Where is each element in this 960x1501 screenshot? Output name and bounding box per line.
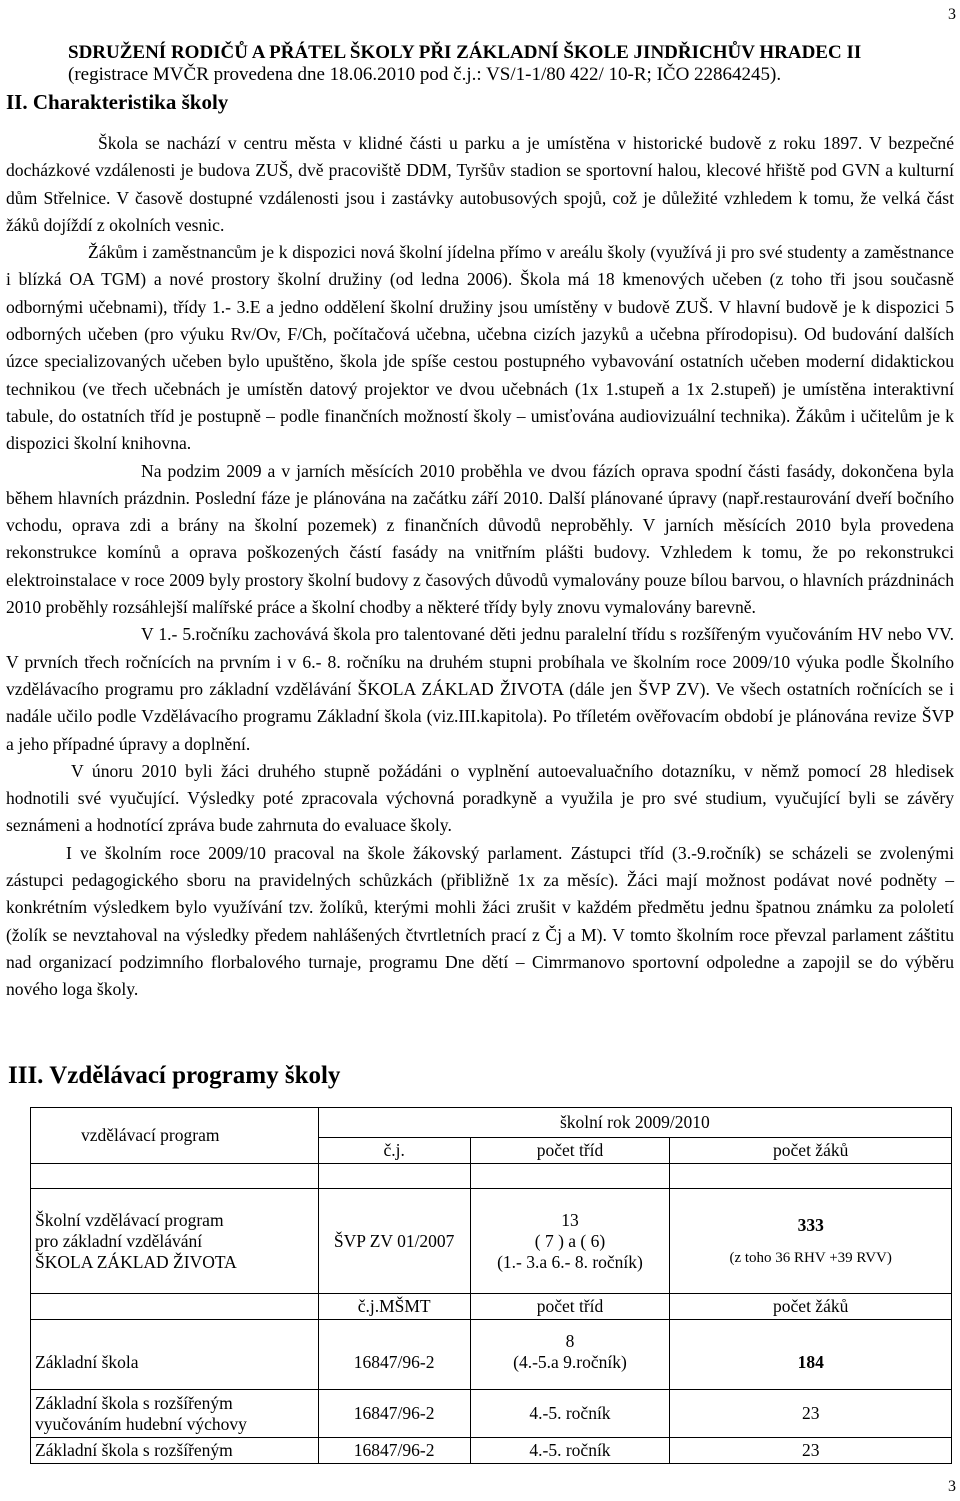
- programs-table: [30, 1107, 952, 1464]
- paragraph-evaluation: V únoru 2010 byli žáci druhého stupně požádáni o vyplnění autoevaluačního dotazníku, v němž pomocí 28 hledisek hodnotili své vyučující. Výsledky poté zpracovala výchovná poradkyně a využila je pro své studium, vyučující byli se závěry seznámeni a hodnotící zpráva bude zahrnuta do evaluace školy.: [6, 760, 954, 836]
- paragraph-parliament: I ve školním roce 2009/10 pracoval na škole žákovský parlament. Zástupci tříd (3.-9.ročník) se scházeli se zvolenými zástupci pedagogického sboru na pravidelných schůzkách (přibližně 1x za měsíc). Žáci mají možnost podávat nové podněty – konkrétním výsledkem bylo využívání tzv. žolíků, kterými mohli žáci zrušit v každém předmětu jednu špatnou známku za pololetí (žolík se nevztahoval na výsledky předem nahlášených čtvrtletních prací z Čj a M). V tomto školním roce převzal parlament záštitu nad organizací podzimního florbalového turnaje, programu Dne dětí – Cimrmanovo sportovní odpoledne a zapojil se do výběru nového loga školy.: [6, 842, 954, 1000]
- zs-classes-grades: (4.-5.a 9.ročník): [513, 1352, 627, 1372]
- svp-name-line1: Školní vzdělávací program: [35, 1209, 224, 1230]
- header-registration: (registrace MVČR provedena dne 18.06.2010 pod č.j.: VS/1-1/80 422/ 10-R; IČO 22864245).: [68, 64, 782, 85]
- section-2-title: II. Charakteristika školy: [6, 90, 229, 114]
- svp-classes: [470, 1189, 670, 1294]
- table-row: [31, 1390, 952, 1438]
- zs-hv-name-line2: vyučováním hudební výchovy: [35, 1413, 247, 1434]
- svp-classes-grades: (1.- 3.a 6.- 8. ročník): [497, 1251, 643, 1272]
- zs-hv-pupils: 23: [670, 1390, 952, 1438]
- svp-pupils: [670, 1189, 952, 1294]
- table-subheader-row-2: [31, 1294, 952, 1320]
- zs-hv-name: [31, 1390, 319, 1438]
- svp-pupils-note: (z toho 36 RHV +39 RVV): [729, 1250, 892, 1266]
- paragraph-programs: V 1.- 5.ročníku zachovává škola pro talentované děti jednu paralelní třídu s rozšířeným vyučováním HV nebo VV. V prvních třech ročnících na prvním i v 6.- 8. ročníku na druhém stupni probíhala ve školním roce 2009/10 výuka podle Školního vzdělávacího programu pro základní vzdělávání ŠKOLA ZÁKLAD ŽIVOTA (dále jen ŠVP ZV). Ve všech ostatních ročnících se i nadále učilo podle Vzdělávacího programu Základní škola (viz.III.kapitola). Po tříletém ověřovacím období je plánována revize ŠVP a jeho případné úpravy a doplnění.: [6, 624, 954, 754]
- page-number-bottom: 3: [948, 1478, 956, 1495]
- zs-hv-cj: 16847/96-2: [318, 1390, 470, 1438]
- col-cj-msmt-header: č.j.MŠMT: [318, 1294, 470, 1320]
- table-spacer-row: [31, 1164, 952, 1189]
- col-program-header: vzdělávací program: [31, 1108, 319, 1164]
- table-row: [31, 1320, 952, 1390]
- paragraph-location: Škola se nachází v centru města v klidné části u parku a je umístěna v historické budově z roku 1897. V bezpečné docházkové vzdálenosti je budova ZUŠ, dvě pracoviště DDM, Tyršův stadion se sportovní halou, klecové hřiště pod GVN a kulturní dům Střelnice. V časově dostupné vzdálenosti jsou i zastávky autobusových spojů, což je důležité vzhledem k tomu, že velká část žáků dojíždí z okolních vesnic.: [6, 133, 954, 235]
- svp-cj: ŠVP ZV 01/2007: [318, 1189, 470, 1294]
- zs-classes: [470, 1320, 670, 1390]
- zs-pupils: 184: [670, 1320, 952, 1390]
- svp-classes-split: ( 7 ) a ( 6): [534, 1230, 606, 1251]
- page-number-top: 3: [948, 6, 956, 23]
- zs-r-pupils: 23: [670, 1438, 952, 1464]
- paragraph-facilities: Žákům i zaměstnancům je k dispozici nová školní jídelna přímo v areálu školy (využívá ji pro své studenty a zaměstnance i blízká OA TGM) a nové prostory školní družiny (od ledna 2006). Škola má 18 kmenových učeben (z toho tři jsou současně odbornými učebnami), třídy 1.- 3.E a jedno oddělení školní družiny jsou umístěny v budově ZUŠ. V hlavní budově je k dispozici 5 odborných učeben (pro výuku Rv/Ov, F/Ch, počítačová učebna, učebna cizích jazyků a učebna přírodopisu). Od budování dalších úzce specializovaných učeben bylo upuštěno, škola jde spíše cestou postupného vybavování ostatních učeben moderní didaktickou technikou (ve třech učebnách je umístěn datový projektor ve dvou učebnách (1x 1.stupeň a 1x 2.stupeň) je umístěna interaktivní tabule, do ostatních tříd je postupně – podle finančních možností školy – umisťována audiovizuální technika). Žákům i učitelům je k dispozici školní knihovna.: [6, 242, 954, 454]
- paragraph-repairs: Na podzim 2009 a v jarních měsících 2010 proběhla ve dvou fázích oprava spodní části fasády, dokončena byla během hlavních prázdnin. Poslední fáze je plánována na začátku září 2010. Další plánované úpravy (např.restaurování dveří bočního vchodu, oprava zdi a brány na školní pozemek) z finančních důvodů neproběhly. V jarních měsících 2010 byla provedena rekonstrukce komínů a oprava poškozených částí fasády na vnitřním plášti budovy. Vzhledem k tomu, že po rekonstrukci elektroinstalace v roce 2009 byly prostory školní budovy z časových důvodů vymalovány pouze bílou barvou, o hlavních prázdninách 2010 proběhly rozsáhlejší malířské práce a školní chodby a některé třídy byly znovu vymalovány barevně.: [6, 460, 954, 618]
- svp-pupils-total: 333: [797, 1215, 824, 1235]
- table-header-row: [31, 1108, 952, 1138]
- table-row: [31, 1189, 952, 1294]
- zs-hv-classes: 4.-5. ročník: [470, 1390, 670, 1438]
- zs-r-classes: 4.-5. ročník: [470, 1438, 670, 1464]
- zs-cj: 16847/96-2: [318, 1320, 470, 1390]
- section-3-title: III. Vzdělávací programy školy: [8, 1062, 341, 1089]
- svp-name-line2: pro základní vzdělávání: [35, 1230, 203, 1251]
- header-association-name: SDRUŽENÍ RODIČŮ A PŘÁTEL ŠKOLY PŘI ZÁKLADNÍ ŠKOLE JINDŘICHŮV HRADEC II: [68, 42, 862, 63]
- school-year-header: školní rok 2009/2010: [318, 1108, 951, 1138]
- table-row: [31, 1438, 952, 1464]
- col-pupils-header-2: počet žáků: [670, 1294, 952, 1320]
- col-pupils-header: počet žáků: [670, 1138, 952, 1164]
- zs-name: Základní škola: [31, 1320, 319, 1390]
- svp-name: [31, 1189, 319, 1294]
- col-classes-header-2: počet tříd: [470, 1294, 670, 1320]
- svp-name-line3: ŠKOLA ZÁKLAD ŽIVOTA: [35, 1251, 237, 1272]
- col-cj-header: č.j.: [318, 1138, 470, 1164]
- characteristics-body: [6, 130, 954, 1004]
- col-classes-header: počet tříd: [470, 1138, 670, 1164]
- zs-hv-name-line1: Základní škola s rozšířeným: [35, 1392, 233, 1413]
- zs-classes-count: 8: [565, 1331, 575, 1351]
- svp-classes-total: 13: [561, 1209, 579, 1230]
- zs-r-name: Základní škola s rozšířeným: [31, 1438, 319, 1464]
- zs-r-cj: 16847/96-2: [318, 1438, 470, 1464]
